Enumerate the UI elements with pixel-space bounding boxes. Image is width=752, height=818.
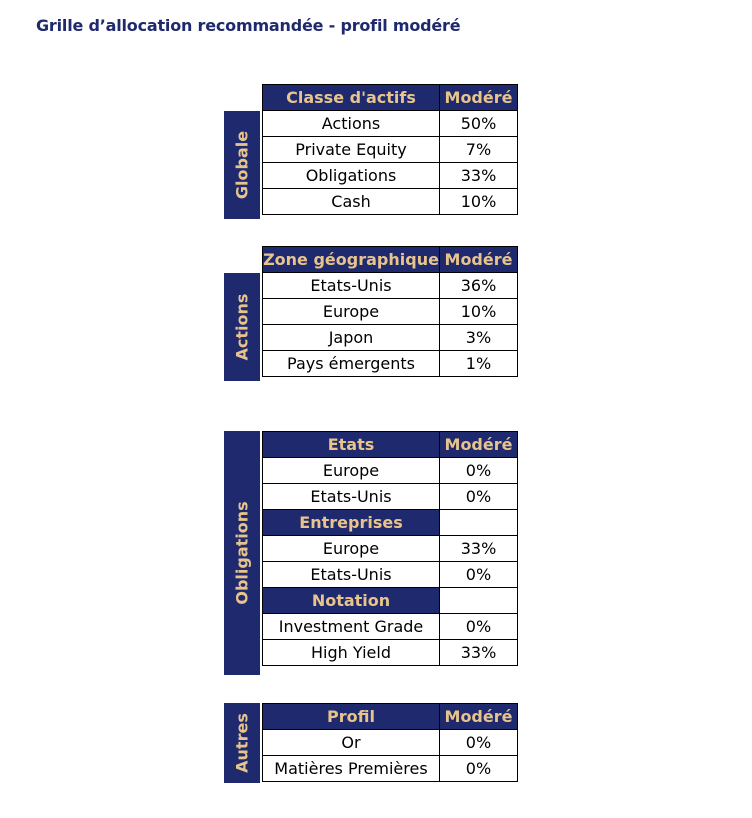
table-row bbox=[263, 299, 518, 325]
header-cell-profile: Modéré bbox=[440, 704, 518, 730]
row-value: 33% bbox=[440, 163, 518, 189]
row-value: 10% bbox=[440, 299, 518, 325]
globale-side-label bbox=[224, 111, 260, 219]
row-value: 0% bbox=[440, 756, 518, 782]
row-label: Etats-Unis bbox=[263, 273, 440, 299]
row-value: 0% bbox=[440, 730, 518, 756]
row-value: 33% bbox=[440, 536, 518, 562]
subheader-cell: Notation bbox=[263, 588, 440, 614]
row-label: Cash bbox=[263, 189, 440, 215]
row-value: 0% bbox=[440, 458, 518, 484]
globale-side-text: Globale bbox=[232, 130, 252, 200]
obligations-table bbox=[262, 431, 518, 666]
row-value: 36% bbox=[440, 273, 518, 299]
row-label: Private Equity bbox=[263, 137, 440, 163]
row-value: 0% bbox=[440, 614, 518, 640]
obligations-side-text: Obligations bbox=[232, 501, 252, 605]
row-value: 7% bbox=[440, 137, 518, 163]
row-label: Europe bbox=[263, 458, 440, 484]
table-header-row bbox=[263, 85, 518, 111]
row-value: 1% bbox=[440, 351, 518, 377]
table-row bbox=[263, 163, 518, 189]
actions-side-text: Actions bbox=[232, 293, 252, 361]
subheader-cell: Entreprises bbox=[263, 510, 440, 536]
row-label: Pays émergents bbox=[263, 351, 440, 377]
table-row bbox=[263, 111, 518, 137]
table-header-row bbox=[263, 247, 518, 273]
row-label: Europe bbox=[263, 536, 440, 562]
row-value: 50% bbox=[440, 111, 518, 137]
actions-side-label bbox=[224, 273, 260, 381]
row-value: 10% bbox=[440, 189, 518, 215]
row-value: 33% bbox=[440, 640, 518, 666]
table-row bbox=[263, 536, 518, 562]
table-row bbox=[263, 756, 518, 782]
autres-table bbox=[262, 703, 518, 782]
autres-side-text: Autres bbox=[232, 713, 252, 773]
globale-table bbox=[262, 84, 518, 215]
row-label: Obligations bbox=[263, 163, 440, 189]
autres-side-label bbox=[224, 703, 260, 783]
row-value: 0% bbox=[440, 484, 518, 510]
header-cell-profile: Modéré bbox=[440, 432, 518, 458]
header-cell-profile: Modéré bbox=[440, 247, 518, 273]
subheader-empty-cell bbox=[440, 588, 518, 614]
row-label: High Yield bbox=[263, 640, 440, 666]
table-header-row bbox=[263, 432, 518, 458]
row-label: Matières Premières bbox=[263, 756, 440, 782]
row-value: 0% bbox=[440, 562, 518, 588]
subheader-row-entreprises bbox=[263, 510, 518, 536]
header-cell-class: Classe d'actifs bbox=[263, 85, 440, 111]
table-row bbox=[263, 484, 518, 510]
subheader-empty-cell bbox=[440, 510, 518, 536]
table-row bbox=[263, 351, 518, 377]
obligations-side-label bbox=[224, 431, 260, 675]
actions-table bbox=[262, 246, 518, 377]
table-row bbox=[263, 189, 518, 215]
row-label: Etats-Unis bbox=[263, 484, 440, 510]
table-row bbox=[263, 614, 518, 640]
table-row bbox=[263, 325, 518, 351]
header-cell-profile: Modéré bbox=[440, 85, 518, 111]
table-header-row bbox=[263, 704, 518, 730]
table-row bbox=[263, 458, 518, 484]
table-row bbox=[263, 137, 518, 163]
table-row bbox=[263, 562, 518, 588]
subheader-row-notation bbox=[263, 588, 518, 614]
page-title: Grille d’allocation recommandée - profil modéré bbox=[36, 16, 461, 35]
row-label: Actions bbox=[263, 111, 440, 137]
header-cell-zone: Zone géographique bbox=[263, 247, 440, 273]
table-row bbox=[263, 730, 518, 756]
header-cell-profil: Profil bbox=[263, 704, 440, 730]
row-label: Etats-Unis bbox=[263, 562, 440, 588]
row-label: Europe bbox=[263, 299, 440, 325]
row-label: Japon bbox=[263, 325, 440, 351]
row-label: Investment Grade bbox=[263, 614, 440, 640]
table-row bbox=[263, 640, 518, 666]
header-cell-etats: Etats bbox=[263, 432, 440, 458]
row-label: Or bbox=[263, 730, 440, 756]
table-row bbox=[263, 273, 518, 299]
row-value: 3% bbox=[440, 325, 518, 351]
